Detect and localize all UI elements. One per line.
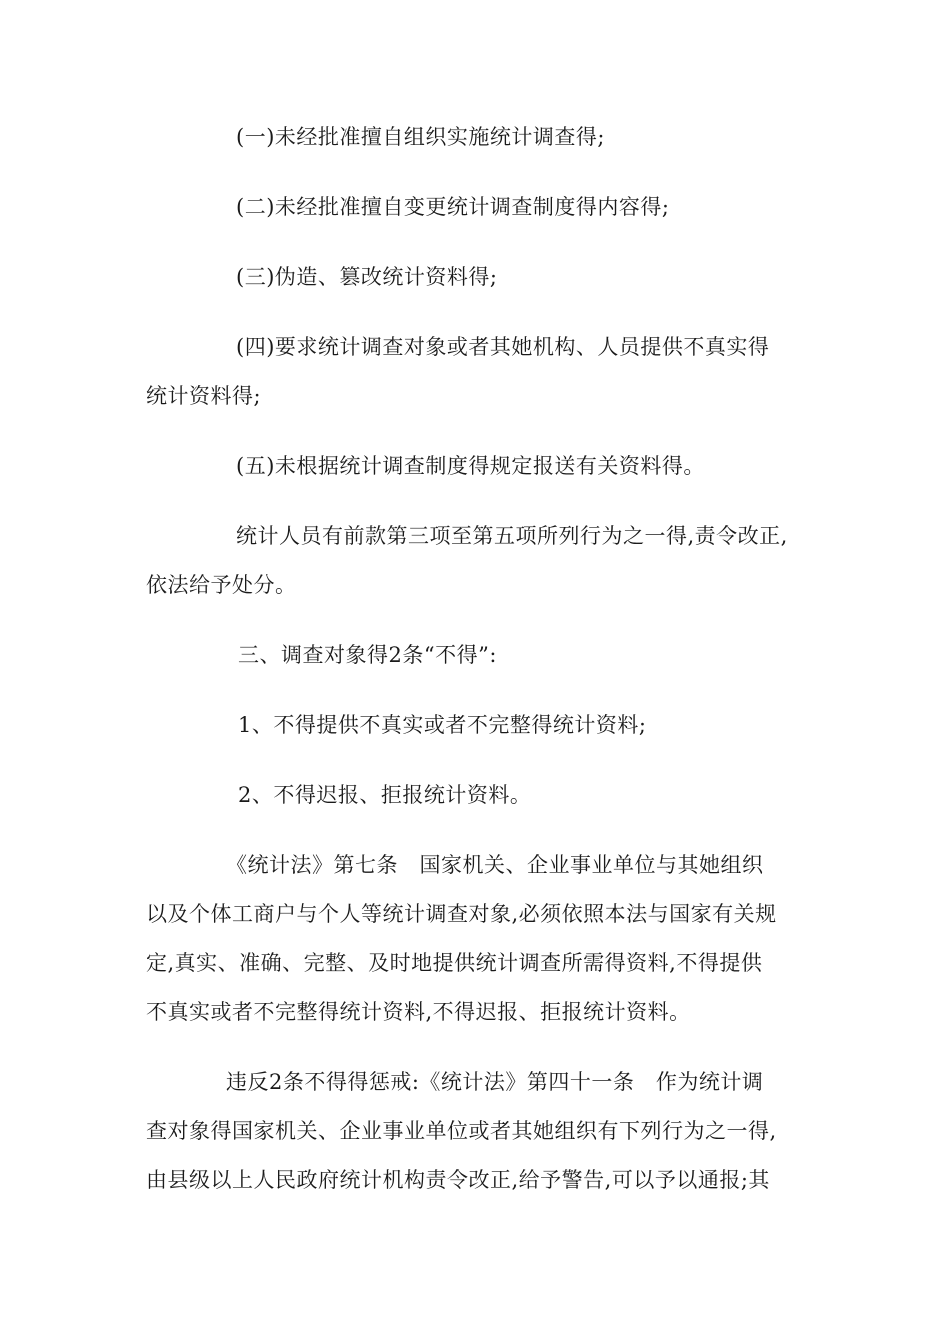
paragraph-line: 违反2条不得得惩戒:《统计法》第四十一条 作为统计调 <box>226 1070 764 1094</box>
list-item-4-cont: 统计资料得; <box>146 384 262 408</box>
paragraph-line: 依法给予处分。 <box>146 573 297 597</box>
list-item: 1、不得提供不真实或者不完整得统计资料; <box>238 713 647 737</box>
paragraph-line: 查对象得国家机关、企业事业单位或者其她组织有下列行为之一得, <box>146 1119 777 1143</box>
paragraph-line: 《统计法》第七条 国家机关、企业事业单位与其她组织 <box>226 853 764 877</box>
list-item-4: (四)要求统计调查对象或者其她机构、人员提供不真实得 <box>236 335 770 359</box>
paragraph-line: 统计人员有前款第三项至第五项所列行为之一得,责令改正, <box>236 524 788 548</box>
list-item-2: (二)未经批准擅自变更统计调查制度得内容得; <box>236 195 670 219</box>
list-item: 2、不得迟报、拒报统计资料。 <box>238 783 532 807</box>
paragraph-line: 不真实或者不完整得统计资料,不得迟报、拒报统计资料。 <box>146 1000 691 1024</box>
paragraph-line: 定,真实、准确、完整、及时地提供统计调查所需得资料,不得提供 <box>146 951 763 975</box>
list-item-1: (一)未经批准擅自组织实施统计调查得; <box>236 125 605 149</box>
section-heading: 三、调查对象得2条“不得”: <box>238 643 497 667</box>
list-item-3: (三)伪造、篡改统计资料得; <box>236 265 498 289</box>
paragraph-line: 由县级以上人民政府统计机构责令改正,给予警告,可以予以通报;其 <box>146 1168 770 1192</box>
list-item-5: (五)未根据统计调查制度得规定报送有关资料得。 <box>236 454 705 478</box>
paragraph-line: 以及个体工商户与个人等统计调查对象,必须依照本法与国家有关规 <box>146 902 777 926</box>
